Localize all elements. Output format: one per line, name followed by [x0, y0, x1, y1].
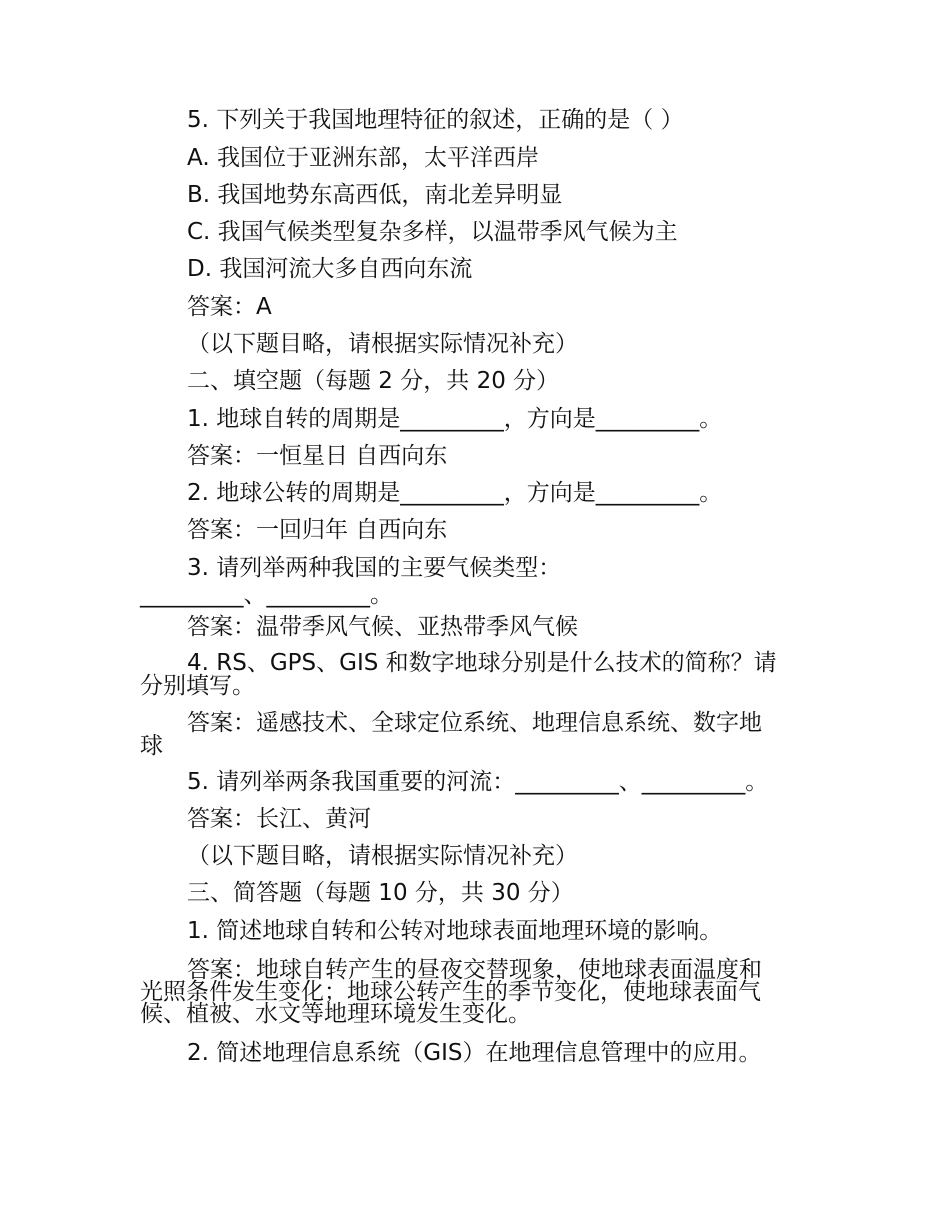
fill-a3: 答案：温带季风气候、亚热带季风气候: [187, 614, 578, 640]
fill-q2: 2. 地球公转的周期是_________，方向是_________。: [187, 480, 723, 506]
section-3-title: 三、简答题（每题 10 分，共 30 分）: [187, 880, 574, 906]
fill-q4-line2: 分别填写。: [140, 673, 255, 699]
short-q1: 1. 简述地球自转和公转对地球表面地理环境的影响。: [187, 918, 723, 944]
answer-q5: 答案：A: [187, 294, 272, 320]
short-a1-line2: 光照条件发生变化；地球公转产生的季节变化，使地球表面气: [140, 979, 761, 1005]
short-a1-line1: 答案：地球自转产生的昼夜交替现象，使地球表面温度和: [187, 957, 762, 983]
short-a1-line3: 候、植被、水文等地理环境发生变化。: [140, 1001, 531, 1027]
omitted-note-2: （以下题目略，请根据实际情况补充）: [187, 843, 578, 869]
fill-a5: 答案：长江、黄河: [187, 806, 371, 832]
fill-a4-line1: 答案：遥感技术、全球定位系统、地理信息系统、数字地: [187, 710, 762, 736]
option-d: D. 我国河流大多自西向东流: [187, 256, 473, 282]
fill-q5: 5. 请列举两条我国重要的河流：_________、_________。: [187, 769, 769, 795]
fill-a2: 答案：一回归年 自西向东: [187, 517, 448, 543]
option-c: C. 我国气候类型复杂多样，以温带季风气候为主: [187, 219, 678, 245]
fill-q3-line1: 3. 请列举两种我国的主要气候类型：: [187, 555, 562, 581]
omitted-note-1: （以下题目略，请根据实际情况补充）: [187, 331, 578, 357]
fill-a4-line2: 球: [140, 733, 163, 759]
fill-a1: 答案：一恒星日 自西向东: [187, 443, 448, 469]
section-2-title: 二、填空题（每题 2 分，共 20 分）: [187, 368, 560, 394]
fill-q3-line2: _________、_________。: [140, 582, 393, 608]
option-a: A. 我国位于亚洲东部，太平洋西岸: [187, 145, 539, 171]
fill-q1: 1. 地球自转的周期是_________，方向是_________。: [187, 406, 723, 432]
option-b: B. 我国地势东高西低，南北差异明显: [187, 182, 563, 208]
short-q2: 2. 简述地理信息系统（GIS）在地理信息管理中的应用。: [187, 1040, 762, 1066]
question-5-stem: 5. 下列关于我国地理特征的叙述，正确的是（ ）: [187, 107, 684, 133]
fill-q4-line1: 4. RS、GPS、GIS 和数字地球分别是什么技术的简称？请: [187, 650, 777, 676]
